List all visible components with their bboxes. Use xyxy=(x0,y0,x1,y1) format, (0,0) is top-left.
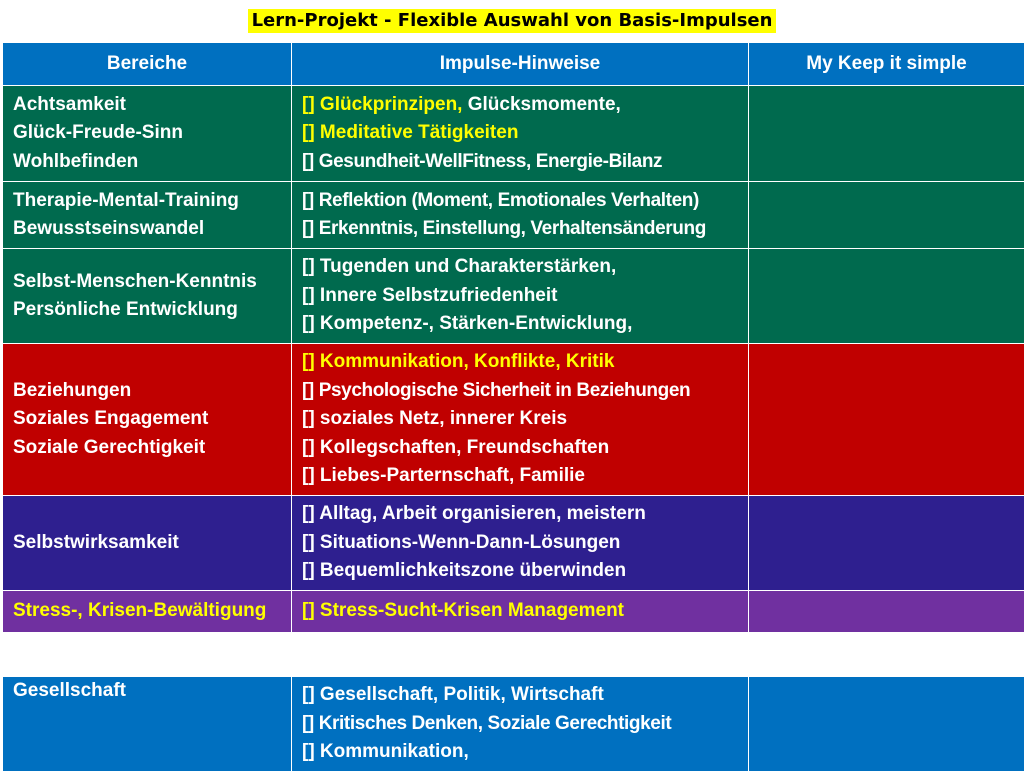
impulse-item xyxy=(302,710,748,739)
table-row xyxy=(3,249,1024,344)
table-row xyxy=(3,86,1024,182)
bereich-label: Soziale Gerechtigkeit xyxy=(13,434,291,463)
impulse-text: [] Kollegschaften, Freundschaften xyxy=(302,437,609,458)
impulse-text: [] Alltag, Arbeit organisieren, meistern xyxy=(302,503,646,524)
impulse-cell xyxy=(292,677,749,772)
bereich-label: Selbst-Menschen-Kenntnis xyxy=(13,268,291,297)
gesellschaft-table xyxy=(2,676,1024,772)
impulse-text: [] soziales Netz, innerer Kreis xyxy=(302,408,567,429)
impulse-item xyxy=(302,377,748,406)
impulse-text: [] Gesellschaft, Politik, Wirtschaft xyxy=(302,684,604,705)
impulse-cell xyxy=(292,86,749,182)
bereich-label: Selbstwirksamkeit xyxy=(13,529,291,558)
keep-it-simple-cell[interactable] xyxy=(749,344,1024,496)
header-bereiche: Bereiche xyxy=(3,43,292,86)
bereiche-cell xyxy=(3,249,292,344)
impulse-text: [] Psychologische Sicherheit in Beziehungen xyxy=(302,380,690,401)
impulse-item xyxy=(302,119,748,148)
page-title: Lern-Projekt - Flexible Auswahl von Basis-Impulsen xyxy=(248,9,777,33)
bereiche-cell xyxy=(3,591,292,633)
impulse-item xyxy=(302,348,748,377)
keep-it-simple-cell[interactable] xyxy=(749,591,1024,633)
impulse-cell xyxy=(292,591,749,633)
impulse-item xyxy=(302,681,748,710)
keep-it-simple-cell[interactable] xyxy=(749,182,1024,249)
bereich-label: Beziehungen xyxy=(13,377,291,406)
impulse-item xyxy=(302,738,748,767)
impulse-cell xyxy=(292,344,749,496)
impulse-text: [] Bequemlichkeitszone überwinden xyxy=(302,560,626,581)
impulse-text: [] Meditative Tätigkeiten xyxy=(302,122,518,143)
main-table xyxy=(2,42,1024,633)
table-row xyxy=(3,496,1024,591)
impulse-item xyxy=(302,405,748,434)
impulse-item xyxy=(302,148,748,177)
impulse-text: [] Situations-Wenn-Dann-Lösungen xyxy=(302,532,620,553)
table-row xyxy=(3,182,1024,249)
bereiche-cell xyxy=(3,182,292,249)
bereich-label: Achtsamkeit xyxy=(13,91,291,120)
impulse-cell xyxy=(292,496,749,591)
impulse-text: Glücksmomente, xyxy=(462,94,620,115)
impulse-text: [] Tugenden und Charakterstärken, xyxy=(302,256,616,277)
impulse-item xyxy=(302,282,748,311)
impulse-text: [] Kritisches Denken, Soziale Gerechtigkeit xyxy=(302,713,671,734)
bereich-label: Therapie-Mental-Training xyxy=(13,187,291,216)
impulse-text: [] Reflektion (Moment, Emotionales Verhalten) xyxy=(302,190,699,211)
impulse-text: [] Liebes-Parternschaft, Familie xyxy=(302,465,585,486)
bereiche-cell xyxy=(3,677,292,772)
impulse-item xyxy=(302,187,748,216)
impulse-text: [] Erkenntnis, Einstellung, Verhaltensänderung xyxy=(302,218,706,239)
table-row xyxy=(3,344,1024,496)
header-impulse-hinweise: Impulse-Hinweise xyxy=(292,43,749,86)
impulse-text: [] Kompetenz-, Stärken-Entwicklung, xyxy=(302,313,632,334)
impulse-item xyxy=(302,434,748,463)
title-bar xyxy=(0,0,1024,42)
header-keep-it-simple: My Keep it simple xyxy=(749,43,1024,86)
table-row xyxy=(3,591,1024,633)
bereich-label: Stress-, Krisen-Bewältigung xyxy=(13,597,291,626)
bereich-label: Soziales Engagement xyxy=(13,405,291,434)
bereiche-cell xyxy=(3,496,292,591)
impulse-item xyxy=(302,91,748,120)
bereich-label: Wohlbefinden xyxy=(13,148,291,177)
bereiche-cell xyxy=(3,86,292,182)
impulse-text: [] Stress-Sucht-Krisen Management xyxy=(302,600,624,621)
bereich-label: Gesellschaft xyxy=(13,677,291,706)
impulse-item xyxy=(302,557,748,586)
keep-it-simple-cell[interactable] xyxy=(749,496,1024,591)
impulse-item xyxy=(302,529,748,558)
impulse-item xyxy=(302,215,748,244)
keep-it-simple-cell[interactable] xyxy=(749,677,1024,772)
impulse-item xyxy=(302,597,748,626)
impulse-cell xyxy=(292,249,749,344)
keep-it-simple-cell[interactable] xyxy=(749,86,1024,182)
impulse-text: [] Innere Selbstzufriedenheit xyxy=(302,285,557,306)
bereich-label: Persönliche Entwicklung xyxy=(13,296,291,325)
bereiche-cell xyxy=(3,344,292,496)
impulse-text: [] Gesundheit-WellFitness, Energie-Bilanz xyxy=(302,151,662,172)
keep-it-simple-cell[interactable] xyxy=(749,249,1024,344)
header-row xyxy=(3,43,1024,86)
table-row xyxy=(3,677,1024,772)
impulse-text: [] Kommunikation, xyxy=(302,741,469,762)
impulse-text: [] Kommunikation, Konflikte, Kritik xyxy=(302,351,614,372)
bereich-label: Glück-Freude-Sinn xyxy=(13,119,291,148)
bereich-label: Bewusstseinswandel xyxy=(13,215,291,244)
impulse-item xyxy=(302,462,748,491)
impulse-item xyxy=(302,310,748,339)
impulse-item xyxy=(302,253,748,282)
impulse-cell xyxy=(292,182,749,249)
impulse-text: [] Glückprinzipen, xyxy=(302,94,462,115)
impulse-item xyxy=(302,500,748,529)
